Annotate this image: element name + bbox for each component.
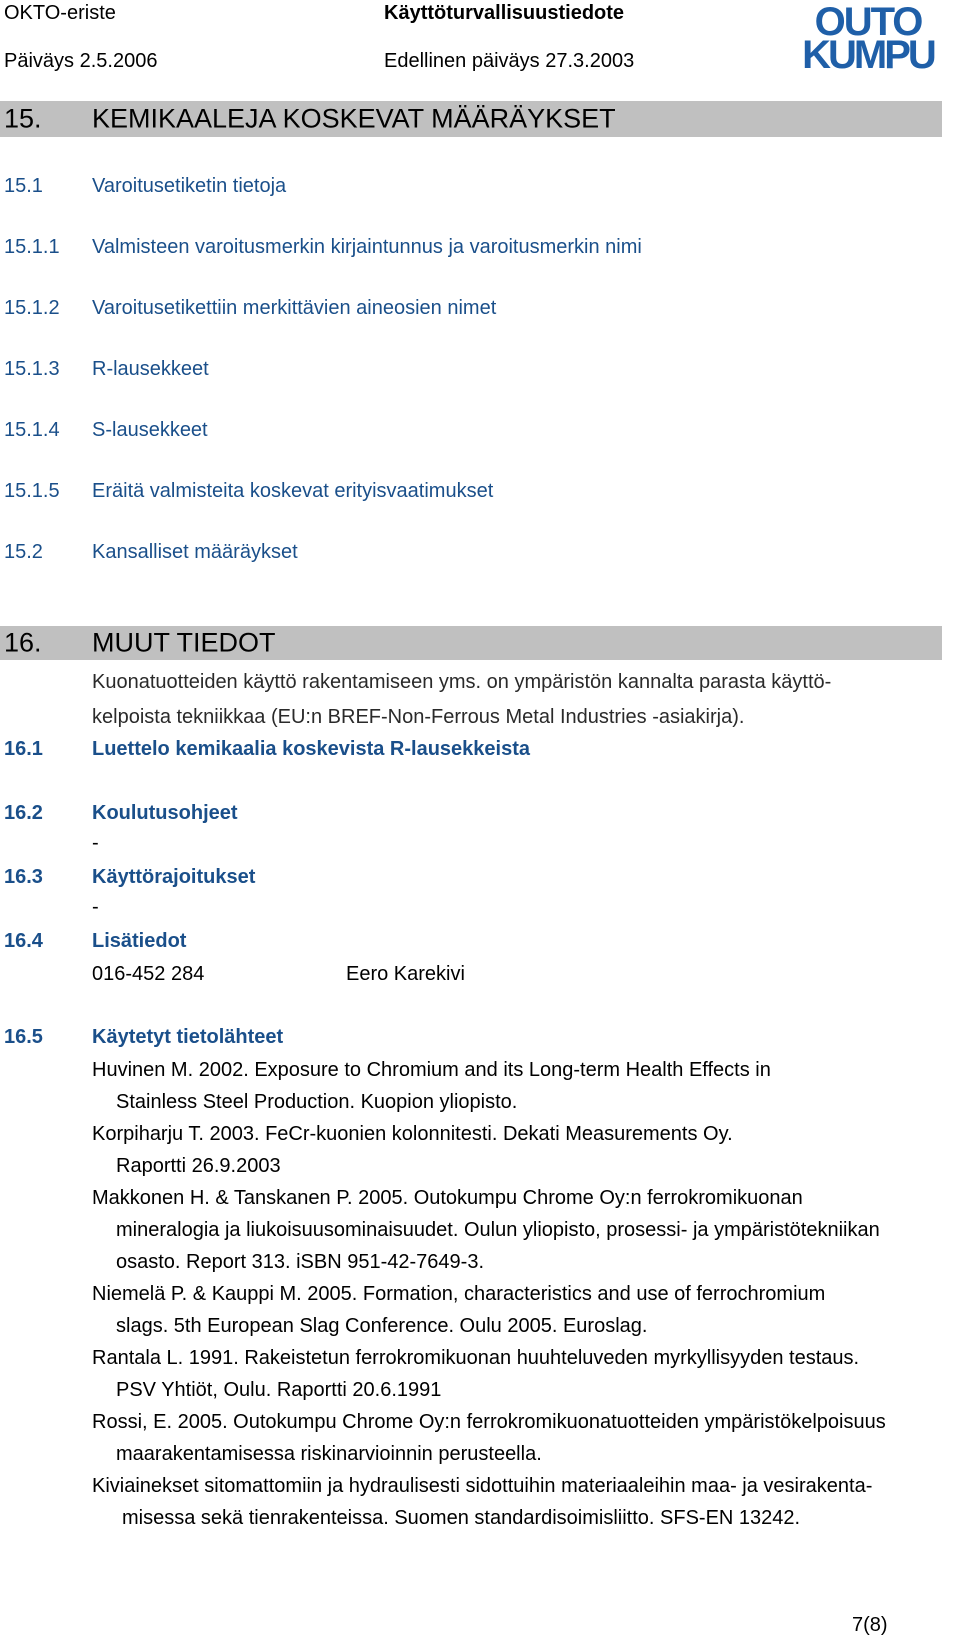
item-title: S-lausekkeet (92, 419, 208, 441)
reference-line: Kiviainekset sitomattomiin ja hydraulisesti sidottuihin materiaaleihin maa- ja vesirakenta- (92, 1475, 873, 1497)
reference-line: Niemelä P. & Kauppi M. 2005. Formation, characteristics and use of ferrochromium (92, 1283, 826, 1305)
reference-line: Stainless Steel Production. Kuopion yliopisto. (116, 1091, 518, 1113)
contact-phone: 016-452 284 (92, 963, 205, 985)
reference-line: Rossi, E. 2005. Outokumpu Chrome Oy:n ferrokromikuonatuotteiden ympäristökelpoisuus (92, 1411, 886, 1433)
item-title: Varoitusetikettiin merkittävien aineosien nimet (92, 297, 497, 319)
reference-line: misessa sekä tienrakenteissa. Suomen standardisoimisliitto. SFS-EN 13242. (122, 1507, 801, 1529)
reference-line: maarakentamisessa riskinarvioinnin perusteella. (116, 1443, 542, 1465)
section-16-number: 16. (4, 627, 42, 658)
section-16-heading (0, 626, 942, 660)
subsection-title: Luettelo kemikaalia koskevista R-lausekkeista (92, 738, 531, 760)
page-number: 7(8) (852, 1614, 888, 1636)
logo-top-text: OUTO (814, 2, 922, 44)
item-number: 15.1.3 (4, 358, 60, 380)
logo-bottom-text: KUMPU (802, 33, 934, 70)
date: Päiväys 2.5.2006 (4, 50, 158, 72)
reference-line: slags. 5th European Slag Conference. Oulu 2005. Euroslag. (116, 1315, 648, 1337)
item-number: 15.1.4 (4, 419, 60, 441)
item-title: R-lausekkeet (92, 358, 209, 380)
section-15-heading (0, 101, 942, 137)
item-number: 15.1 (4, 175, 43, 197)
item-title: Valmisteen varoitusmerkin kirjaintunnus ja varoitusmerkin nimi (92, 236, 642, 258)
previous-date: Edellinen päiväys 27.3.2003 (384, 50, 635, 72)
subsection-number: 16.2 (4, 802, 43, 824)
subsection-number: 16.3 (4, 866, 43, 888)
company-name: OKTO-eriste (4, 2, 116, 24)
section-16-title: MUUT TIEDOT (92, 627, 276, 658)
subsection-title: Lisätiedot (92, 930, 187, 952)
item-number: 15.1.1 (4, 236, 60, 258)
item-title: Kansalliset määräykset (92, 541, 298, 563)
subsection-title: Koulutusohjeet (92, 802, 238, 824)
subsection-number: 16.1 (4, 738, 43, 760)
subsection-number: 16.4 (4, 930, 43, 952)
item-number: 15.1.2 (4, 297, 60, 319)
item-number: 15.2 (4, 541, 43, 563)
reference-line: Raportti 26.9.2003 (116, 1155, 281, 1177)
reference-line: PSV Yhtiöt, Oulu. Raportti 20.6.1991 (116, 1379, 442, 1401)
reference-line: mineralogia ja liukoisuusominaisuudet. Oulun yliopisto, prosessi- ja ympäristötekniikan (116, 1219, 880, 1241)
outokumpu-logo (790, 2, 946, 70)
document-title: Käyttöturvallisuustiedote (384, 2, 625, 24)
section-16-intro-line: Kuonatuotteiden käyttö rakentamiseen yms. on ympäristön kannalta parasta käyttö- (92, 671, 832, 693)
subsection-title: Käyttörajoitukset (92, 866, 256, 888)
subsection-title: Käytetyt tietolähteet (92, 1026, 284, 1048)
reference-line: Korpiharju T. 2003. FeCr-kuonien kolonnitesti. Dekati Measurements Oy. (92, 1123, 733, 1145)
item-title: Eräitä valmisteita koskevat erityisvaatimukset (92, 480, 494, 502)
contact-name: Eero Karekivi (346, 963, 465, 985)
reference-line: Makkonen H. & Tanskanen P. 2005. Outokumpu Chrome Oy:n ferrokromikuonan (92, 1187, 803, 1209)
reference-line: Huvinen M. 2002. Exposure to Chromium and its Long-term Health Effects in (92, 1059, 771, 1081)
reference-line: osasto. Report 313. iSBN 951-42-7649-3. (116, 1251, 484, 1273)
section-16-intro-line: kelpoista tekniikkaa (EU:n BREF-Non-Ferrous Metal Industries -asiakirja). (92, 706, 745, 728)
item-title: Varoitusetiketin tietoja (92, 175, 287, 197)
subsection-value: - (92, 832, 99, 854)
item-number: 15.1.5 (4, 480, 60, 502)
subsection-number: 16.5 (4, 1026, 43, 1048)
section-15-title: KEMIKAALEJA KOSKEVAT MÄÄRÄYKSET (92, 103, 616, 134)
section-15-number: 15. (4, 103, 42, 134)
subsection-value: - (92, 896, 99, 918)
reference-line: Rantala L. 1991. Rakeistetun ferrokromikuonan huuhteluveden myrkyllisyyden testaus. (92, 1347, 860, 1369)
